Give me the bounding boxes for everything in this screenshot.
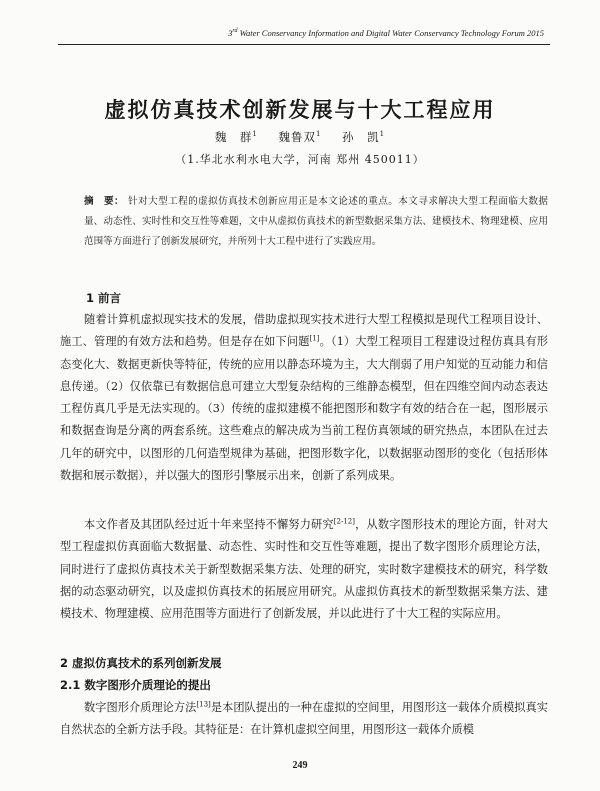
author-name: 魏鲁双: [278, 130, 317, 144]
citation-ref: [13]: [196, 700, 211, 709]
author-name: 魏 群: [214, 130, 253, 144]
author: [215, 130, 258, 144]
header-rule: [58, 44, 550, 45]
citation-ref: [2-12]: [333, 517, 355, 526]
page-number: 249: [292, 760, 308, 771]
body-paragraph: [60, 309, 548, 487]
paper-title: 虚拟仿真技术创新发展与十大工程应用: [104, 98, 496, 122]
author-affil-mark: 1: [316, 130, 322, 139]
author: [279, 130, 322, 144]
abstract: [84, 192, 548, 252]
abstract-label: 摘 要：: [84, 196, 125, 207]
author-affil-mark: 1: [252, 130, 258, 139]
citation-ref: [1]: [309, 334, 320, 343]
running-head: [228, 28, 544, 38]
author-affil-mark: 1: [379, 130, 386, 139]
paragraph-text: 是本团队提出的一种在虚拟的空间里，用图形这一载体介质模拟真实自然状态的全新方法手段。其特征是：在计算机虚拟空间里，用图形这一载体介质模: [60, 701, 548, 737]
author-name: 孙 凯: [342, 130, 380, 144]
running-head-text: Water Conservancy Information and Digital Water Conservancy Technology Forum 2015: [237, 28, 544, 38]
running-head-ordinal: rd: [232, 28, 238, 35]
abstract-text: 针对大型工程的虚拟仿真技术创新应用正是本文论述的重点。本文寻求解决大型工程面临大数据量、动态性、实时性和交互性等难题，文中从虚拟仿真技术的新型数据采集方法、建模技术、物理建模、应用范围等方面进行了创新发展研究，并所列十大工程中进行了实践应用。: [84, 196, 549, 247]
body-paragraph: [60, 697, 548, 742]
author-list: [0, 129, 600, 145]
running-head-number: 3: [228, 28, 233, 38]
section-heading-1: 1 前言: [86, 291, 122, 305]
affiliation: （1.华北水利水电大学，河南 郑州 450011）: [175, 153, 425, 166]
subsection-heading-2-1: 2.1 数字图形介质理论的提出: [60, 678, 211, 692]
paragraph-text: 本文作者及其团队经过近十年来坚持不懈努力研究: [84, 518, 334, 531]
paragraph-text: 。（1）大型工程项目工程建设过程仿真具有形态变化大、数据更新快等特征，传统的应用以静态环境为主，大大削弱了用户知觉的互动能力和信息传递。（2）仅依靠已有数据信息可建立大型复杂结构的三维静态模型，但在四维空间内动态表达工程仿真几乎是无法实现的。（3）传统的虚拟建模不能把图形和数字有效的结合在一起，图形展示和数据查询是分离的两套系统。这些难点的解决成为当前工程仿真领域的研究热点，本团队在过去几年的研究中，以图形的几何造型规律为基础，把图形数字化，以数据驱动图形的变化（包括形体数据和展示数据），并以强大的图形引擎展示出来，创新了系列成果。: [60, 335, 548, 483]
paragraph-text: 数字图形介质理论方法: [84, 701, 197, 714]
paragraph-text: ，从数字图形技术的理论方面，针对大型工程虚拟仿真面临大数据量、动态性、实时性和交互性等难题，提出了数字图形介质理论方法，同时进行了虚拟仿真技术关于新型数据采集方法、处理的研究，实时数字建模技术的研究，科学数据的动态驱动研究，以及虚拟仿真技术的拓展应用研究。从虚拟仿真技术的新型数据采集方法、建模技术、物理建模、应用范围等方面进行了创新发展，并以此进行了十大工程的实际应用。: [60, 518, 548, 621]
author: [342, 130, 385, 144]
body-paragraph: [60, 514, 548, 625]
section-heading-2: 2 虚拟仿真技术的系列创新发展: [60, 656, 222, 670]
paragraph-text: 随着计算机虚拟现实技术的发展，借助虚拟现实技术进行大型工程模拟是现代工程项目设计、施工、管理的有效方法和趋势。但是存在如下问题: [60, 313, 548, 349]
